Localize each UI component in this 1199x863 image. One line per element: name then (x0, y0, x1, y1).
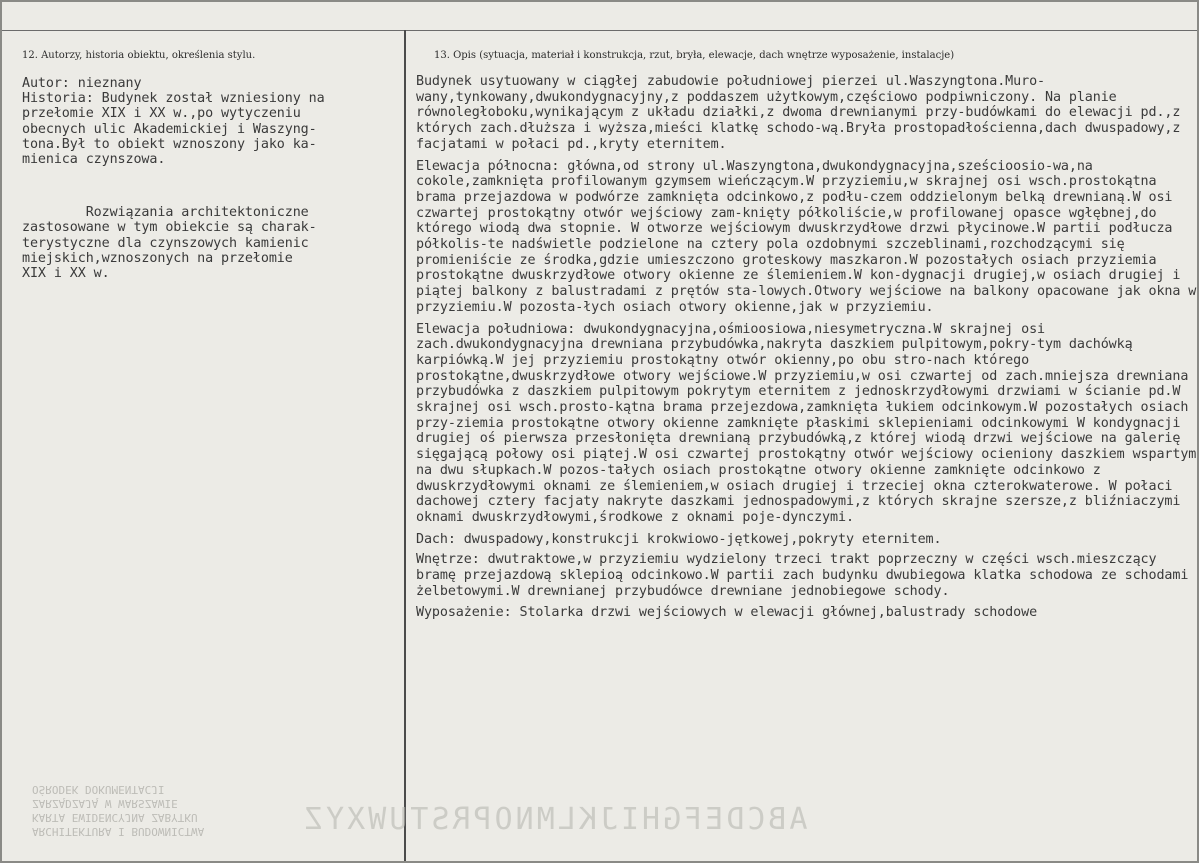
show-through-stamp: ARCHITEKTURA I BUDOWNICTWA KARTA EWIDENCYJNA ZABYTKU ZARZĄDZAJĄ W WARSZAWIE OŚRODEK DOKUMENTACJI (32, 783, 205, 838)
history-line: przełomie XIX i XX w.,po wytyczeniu (22, 106, 301, 122)
roof-paragraph: Dach: dwuspadowy,konstrukcji krokwiowo-jętkowej,pokryty eternitem. (416, 531, 942, 547)
situation-paragraph: Budynek usytuowany w ciągłej zabudowie południowej pierzei ul.Waszyngtona.Muro-wany,tynkowany,dwukondygnacyjny,z poddaszem użytkowym,częściowo podpiwniczony. Na planie równoległoboku,wynikającym z układu działki,z dwoma drewnianymi przy-budówkami do elewacji pd.,z których zach.dłuższa i wyższa,mieści klatkę schodo-wą.Bryła prostopadłościenna,dach dwuspadowy,z facjatami w połaci pd.,kryty eternitem. (416, 74, 1181, 152)
north-elevation-paragraph: Elewacja północna: główna,od strony ul.Waszyngtona,dwukondygnacyjna,sześcioosio-wa,na cokole,zamknięta profilowanym gzymsem wieńczącym.W przyziemiu,w skrajnej osi wsch.prostokątna brama przejazdowa w podwórze zamknięta odcinkowo,z podłu-czem oddzielonym belką drewnianą.W osi czwartej prostokątny otwór wejściowy zam-knięty półkoliście,w profilowanej opasce wgłębnej,do którego wiodą dwa stopnie. W otworze wejściowym dwuskrzydłowe drzwi płycinowe.W partii podłucza półkolis-te nadświetle podzielone na cztery pola ozdobnymi szczeblinami,rozchodzącymi się promieniście ze środka,gdzie umieszczono groteskowy maszkaron.W pozostałych osiach przyziemia prostokątne dwuskrzydłowe otwory okienne ze ślemieniem.W kon-dygnacji drugiej,w osiach drugiej i piątej balkony z balustradami z prętów sta-lowych.Otwory wejściowe na balkony opacowane jak okna w przyziemiu.W pozosta-łych osiach otwory okienne,jak w przyziemiu. (416, 158, 1197, 315)
authors-history-column (22, 76, 400, 281)
history-line: obecnych ulic Akademickiej i Waszyng- (22, 121, 317, 137)
section-12-header: 12. Autorzy, historia obiektu, określenia stylu. (22, 50, 256, 61)
style-line: miejskich,wznoszonych na przełomie (22, 250, 293, 266)
style-line: Rozwiązania architektoniczne (22, 205, 309, 221)
description-column (416, 74, 1197, 625)
interior-paragraph: Wnętrze: dwutraktowe,w przyziemiu wydzielony trzeci trakt poprzeczny w części wsch.mieszczący bramę przejazdową sklepioą odcinkowo.W partii zach budynku dwubiegowa klatka schodowa ze schodami żelbetowymi.W drewnianej przybudówce drewniane jednobiegowe schody. (416, 552, 1189, 599)
furnishings-paragraph: Wyposażenie: Stolarka drzwi wejściowych w elewacji głównej,balustrady schodowe (416, 604, 1038, 620)
column-divider (404, 30, 406, 863)
style-line: terystyczne dla czynszowych kamienic (22, 235, 309, 251)
history-line: Historia: Budynek został wzniesiony na (22, 91, 325, 107)
section-13-header: 13. Opis (sytuacja, materiał i konstrukcja, rzut, bryła, elewacje, dach wnętrze wyposażenie, instalacje) (434, 50, 955, 61)
history-line: tona.Był to obiekt wznoszony jako ka- (22, 136, 317, 152)
history-line: mienica czynszowa. (22, 151, 166, 167)
author-line: Autor: nieznany (22, 76, 142, 91)
top-rule (2, 30, 1199, 31)
style-line: zastosowane w tym obiekcie są charak- (22, 220, 317, 236)
style-line: XIX i XX w. (22, 265, 110, 281)
show-through-letters: ABCDEFGHIJKLMNOPRSTUWXYZ (302, 802, 808, 837)
south-elevation-paragraph: Elewacja południowa: dwukondygnacyjna,ośmioosiowa,niesymetryczna.W skrajnej osi zach.dwukondygnacyjna drewniana przybudówka,nakryta daszkiem pulpitowym,pokry-tym dachówką karpiówką.W jej przyziemiu prostokątny otwór okienny,po obu stro-nach którego prostokątne,dwuskrzydłowe otwory wejściowe.W przyziemiu,w osi czwartej od zach.mniejsza drewniana przybudówka z daszkiem pulpitowym pokrytym eternitem z jednoskrzydłowymi drzwiami w ścianie pd.W skrajnej osi wsch.prosto-kątna brama przejezdowa,zamknięta łukiem odcinkowym.W pozostałych osiach przy-ziemia prostokątne otwory okienne zamknięte płaskimi sklepieniami odcinkowymi W kondygnacji drugiej oś pierwsza przesłonięta drewnianą przybudówką,z której wiodą drzwi wejściowe na galerię sięgającą połowy osi piątej.W osi czwartej prostokątny otwór wejściowy ocieniony daszkiem wspartym na dwu słupkach.W pozos-tałych osiach prostokątne otwory okienne zamknięte odcinkowo z dwuskrzydłowymi oknami ze ślemieniem,w osiach drugiej i trzeciej okna czterokwaterowe. W połaci dachowej cztery facjaty nakryte daszkami jednospadowymi,z których skrajne szersze,z bliźniaczymi oknami dwuskrzydłowymi,środkowe z oknami poje-dynczymi. (416, 321, 1197, 525)
